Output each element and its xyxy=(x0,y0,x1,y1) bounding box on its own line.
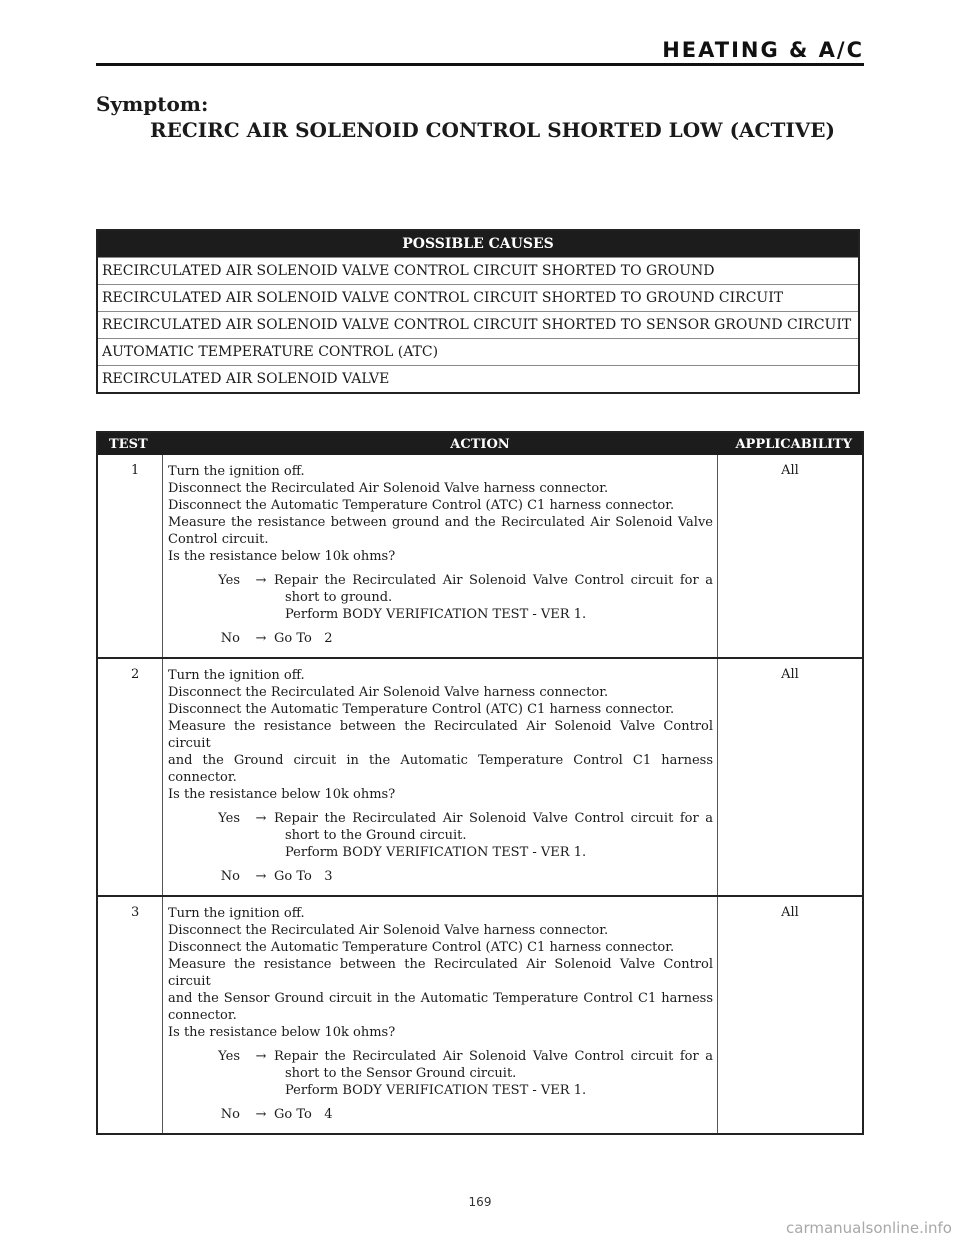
yes-text xyxy=(274,572,713,623)
test-number: 3 xyxy=(98,897,163,1133)
yes-label: Yes xyxy=(218,573,240,588)
page-header-title: HEATING & A/C xyxy=(662,38,864,62)
test-action xyxy=(163,897,718,1133)
action-line: Disconnect the Automatic Temperature Control (ATC) C1 harness connector. xyxy=(168,940,675,955)
action-line: Disconnect the Recirculated Air Solenoid Valve harness connector. xyxy=(168,923,609,938)
header-action: ACTION xyxy=(450,437,510,452)
action-line: Is the resistance below 10k ohms? xyxy=(168,787,396,802)
header-rule xyxy=(96,63,864,66)
action-line: Control circuit. xyxy=(168,532,269,547)
test-applicability: All xyxy=(781,905,799,920)
test-applicability: All xyxy=(781,463,799,478)
symptom-label: Symptom: xyxy=(96,92,209,116)
page-number: 169 xyxy=(468,1195,492,1209)
action-line: Turn the ignition off. xyxy=(168,464,305,479)
arrow-icon: → xyxy=(255,811,267,826)
action-line: Measure the resistance between the Recirculated Air Solenoid Valve Control circuit xyxy=(168,957,713,989)
yes-text xyxy=(274,810,713,861)
action-line: Is the resistance below 10k ohms? xyxy=(168,1025,396,1040)
action-line: Measure the resistance between the Recirculated Air Solenoid Valve Control circuit xyxy=(168,719,713,751)
test-action xyxy=(163,659,718,895)
yes-label: Yes xyxy=(218,1049,240,1064)
yes-line: Perform BODY VERIFICATION TEST - VER 1. xyxy=(285,845,587,860)
action-line: and the Ground circuit in the Automatic Temperature Control C1 harness connector. xyxy=(168,753,713,785)
test-row xyxy=(98,895,862,1133)
action-line: and the Sensor Ground circuit in the Automatic Temperature Control C1 harness xyxy=(168,991,713,1006)
arrow-icon: → xyxy=(255,869,267,884)
yes-line: Repair the Recirculated Air Solenoid Valve Control circuit for a xyxy=(274,811,713,826)
header-applicability: APPLICABILITY xyxy=(735,437,852,452)
possible-causes-box xyxy=(96,229,860,394)
arrow-icon: → xyxy=(255,631,267,646)
yes-line: Perform BODY VERIFICATION TEST - VER 1. xyxy=(285,607,587,622)
yes-text xyxy=(274,1048,713,1099)
no-label: No xyxy=(220,869,240,884)
test-action xyxy=(163,455,718,657)
no-label: No xyxy=(220,1107,240,1122)
test-row xyxy=(98,657,862,895)
test-number: 2 xyxy=(98,659,163,895)
test-table xyxy=(96,431,864,1135)
test-applicability: All xyxy=(781,667,799,682)
yes-result xyxy=(168,1048,713,1099)
yes-line: Repair the Recirculated Air Solenoid Valve Control circuit for a xyxy=(274,573,713,588)
cause-item: RECIRCULATED AIR SOLENOID VALVE CONTROL CIRCUIT SHORTED TO GROUND xyxy=(98,257,858,284)
action-line: Disconnect the Automatic Temperature Control (ATC) C1 harness connector. xyxy=(168,498,675,513)
no-text: Go To 3 xyxy=(274,869,333,884)
yes-result xyxy=(168,810,713,861)
cause-item: RECIRCULATED AIR SOLENOID VALVE CONTROL CIRCUIT SHORTED TO GROUND CIRCUIT xyxy=(98,284,858,311)
yes-line: Perform BODY VERIFICATION TEST - VER 1. xyxy=(285,1083,587,1098)
yes-line: Repair the Recirculated Air Solenoid Valve Control circuit for a xyxy=(274,1049,713,1064)
action-line: Is the resistance below 10k ohms? xyxy=(168,549,396,564)
no-label: No xyxy=(220,631,240,646)
no-result xyxy=(168,1106,713,1123)
watermark: carmanualsonline.info xyxy=(786,1219,952,1237)
action-line: Disconnect the Recirculated Air Solenoid Valve harness connector. xyxy=(168,685,609,700)
yes-line: short to the Sensor Ground circuit. xyxy=(285,1066,517,1081)
possible-causes-heading: POSSIBLE CAUSES xyxy=(98,231,858,257)
no-text: Go To 2 xyxy=(274,631,333,646)
yes-label: Yes xyxy=(218,811,240,826)
arrow-icon: → xyxy=(255,573,267,588)
action-line: Turn the ignition off. xyxy=(168,668,305,683)
action-line: Disconnect the Recirculated Air Solenoid Valve harness connector. xyxy=(168,481,609,496)
action-line: Turn the ignition off. xyxy=(168,906,305,921)
action-line: Disconnect the Automatic Temperature Control (ATC) C1 harness connector. xyxy=(168,702,675,717)
no-text: Go To 4 xyxy=(274,1107,333,1122)
no-result xyxy=(168,630,713,647)
cause-item: AUTOMATIC TEMPERATURE CONTROL (ATC) xyxy=(98,338,858,365)
test-table-header xyxy=(98,433,862,455)
test-row xyxy=(98,455,862,657)
action-line: Measure the resistance between ground and the Recirculated Air Solenoid Valve xyxy=(168,515,713,530)
symptom-title: RECIRC AIR SOLENOID CONTROL SHORTED LOW (ACTIVE) xyxy=(150,118,835,142)
yes-result xyxy=(168,572,713,623)
cause-item: RECIRCULATED AIR SOLENOID VALVE xyxy=(98,365,858,392)
no-result xyxy=(168,868,713,885)
header-test: TEST xyxy=(109,437,148,452)
cause-item: RECIRCULATED AIR SOLENOID VALVE CONTROL CIRCUIT SHORTED TO SENSOR GROUND CIRCUIT xyxy=(98,311,858,338)
arrow-icon: → xyxy=(255,1049,267,1064)
arrow-icon: → xyxy=(255,1107,267,1122)
yes-line: short to ground. xyxy=(285,590,393,605)
yes-line: short to the Ground circuit. xyxy=(285,828,467,843)
test-number: 1 xyxy=(98,455,163,657)
action-line: connector. xyxy=(168,1008,237,1023)
